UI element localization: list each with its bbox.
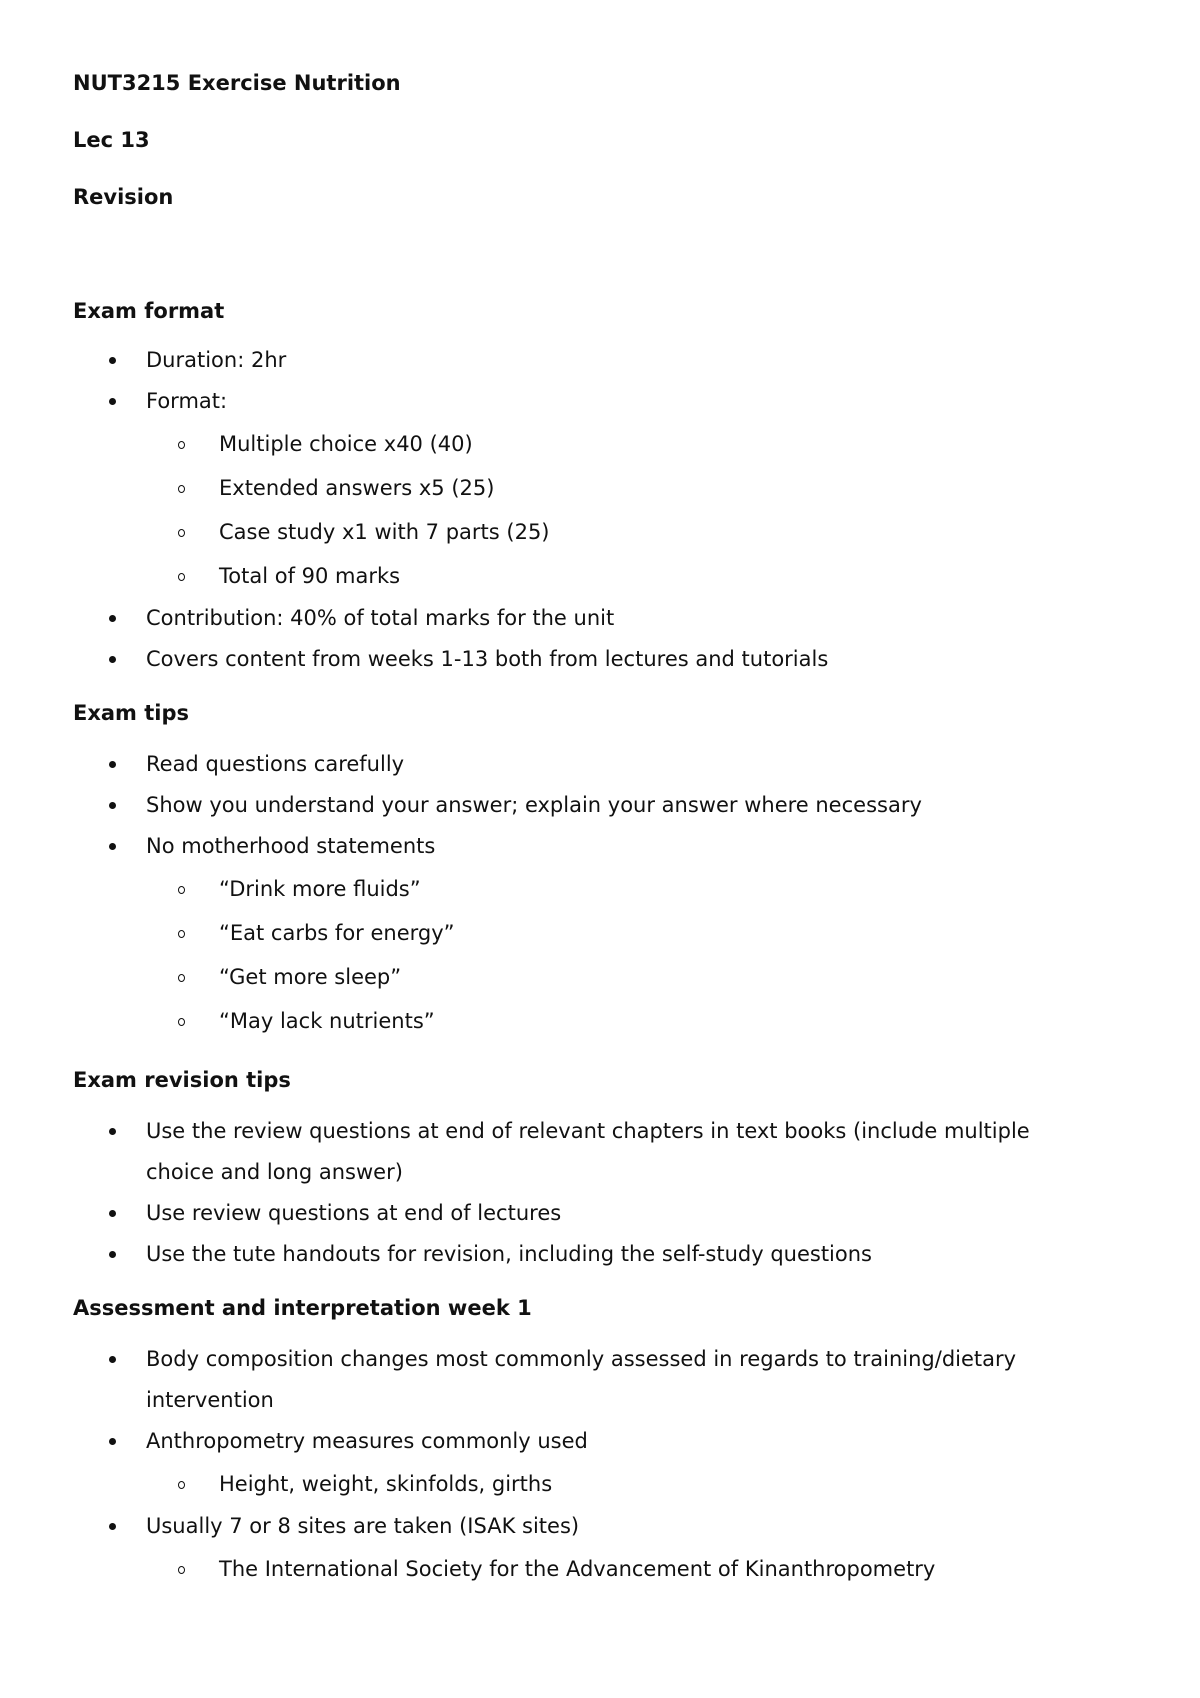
sub-bullet-icon — [178, 573, 185, 581]
list-item: Use the review questions at end of relevant chapters in text books (include multiple choice and long answer) — [73, 1111, 1133, 1193]
sub-list-item: “May lack nutrients” — [146, 999, 1133, 1043]
bullet-icon — [109, 761, 116, 768]
sub-bullet-icon — [178, 529, 185, 537]
bullet-icon — [109, 843, 116, 850]
bullet-icon — [109, 615, 116, 622]
section-heading-assessment-week1: Assessment and interpretation week 1 — [73, 1296, 532, 1320]
exam-format-list — [73, 340, 1133, 680]
exam-tips-list — [73, 744, 1133, 1043]
course-title: NUT3215 Exercise Nutrition — [73, 71, 401, 95]
exam-revision-tips-list — [73, 1111, 1133, 1275]
list-item: Anthropometry measures commonly used Height, weight, skinfolds, girths — [73, 1421, 1133, 1506]
bullet-icon — [109, 656, 116, 663]
list-item: Use review questions at end of lectures — [73, 1193, 1133, 1234]
list-item: Usually 7 or 8 sites are taken (ISAK sites) The International Society for the Advancement of Kinanthropometry — [73, 1506, 1133, 1591]
assessment-week1-list — [73, 1339, 1133, 1591]
sub-list-item: “Drink more fluids” — [146, 867, 1133, 911]
sub-bullet-icon — [178, 1566, 185, 1574]
anthropometry-sublist — [146, 1462, 1133, 1506]
format-sublist — [146, 422, 1133, 598]
sub-bullet-icon — [178, 441, 185, 449]
bullet-icon — [109, 1523, 116, 1530]
bullet-icon — [109, 1210, 116, 1217]
list-item: No motherhood statements “Drink more fluids” “Eat carbs for energy” “Get more sleep” “May lack nutrients” — [73, 826, 1133, 1043]
bullet-icon — [109, 1438, 116, 1445]
sub-bullet-icon — [178, 1481, 185, 1489]
section-heading-exam-revision-tips: Exam revision tips — [73, 1068, 291, 1092]
bullet-icon — [109, 802, 116, 809]
sub-list-item: Total of 90 marks — [146, 554, 1133, 598]
sub-bullet-icon — [178, 930, 185, 938]
sub-list-item: “Eat carbs for energy” — [146, 911, 1133, 955]
motherhood-sublist — [146, 867, 1133, 1043]
list-item: Format: Multiple choice x40 (40) Extended answers x5 (25) Case study x1 with 7 parts (25) Total of 90 marks — [73, 381, 1133, 598]
sub-bullet-icon — [178, 1018, 185, 1026]
sub-list-item: Height, weight, skinfolds, girths — [146, 1462, 1133, 1506]
document-page — [73, 68, 1133, 1591]
bullet-icon — [109, 1128, 116, 1135]
bullet-icon — [109, 398, 116, 405]
list-item: Show you understand your answer; explain your answer where necessary — [73, 785, 1133, 826]
list-item: Duration: 2hr — [73, 340, 1133, 381]
lecture-topic: Revision — [73, 185, 174, 209]
bullet-icon — [109, 357, 116, 364]
sub-list-item: “Get more sleep” — [146, 955, 1133, 999]
sub-bullet-icon — [178, 485, 185, 493]
lecture-number: Lec 13 — [73, 128, 150, 152]
list-item: Use the tute handouts for revision, including the self-study questions — [73, 1234, 1133, 1275]
list-item: Body composition changes most commonly assessed in regards to training/dietary intervention — [73, 1339, 1133, 1421]
sub-list-item: The International Society for the Advancement of Kinanthropometry — [146, 1547, 1133, 1591]
bullet-icon — [109, 1356, 116, 1363]
list-item: Read questions carefully — [73, 744, 1133, 785]
sub-bullet-icon — [178, 974, 185, 982]
list-item: Contribution: 40% of total marks for the unit — [73, 598, 1133, 639]
bullet-icon — [109, 1251, 116, 1258]
list-item: Covers content from weeks 1-13 both from lectures and tutorials — [73, 639, 1133, 680]
sub-bullet-icon — [178, 886, 185, 894]
isak-sublist — [146, 1547, 1133, 1591]
sub-list-item: Case study x1 with 7 parts (25) — [146, 510, 1133, 554]
section-heading-exam-tips: Exam tips — [73, 701, 190, 725]
sub-list-item: Multiple choice x40 (40) — [146, 422, 1133, 466]
section-heading-exam-format: Exam format — [73, 299, 225, 323]
sub-list-item: Extended answers x5 (25) — [146, 466, 1133, 510]
